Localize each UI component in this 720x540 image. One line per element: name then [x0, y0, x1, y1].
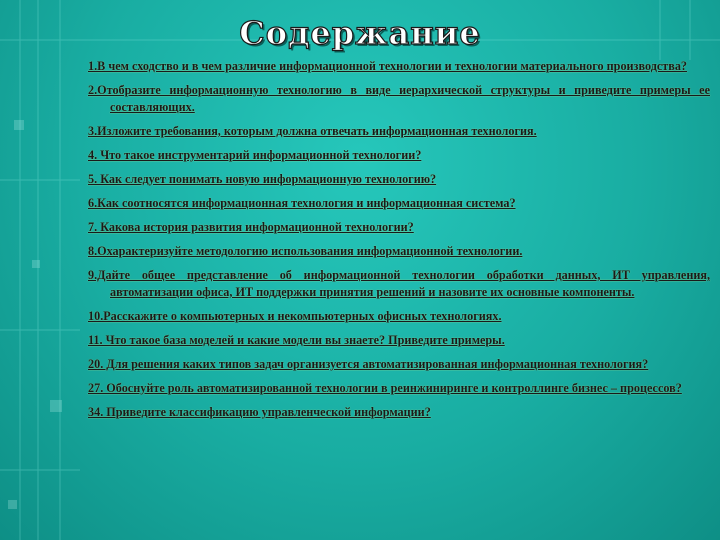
list-item[interactable]: 34. Приведите классификацию управленческой информации? [88, 405, 431, 419]
list-item[interactable]: 5. Как следует понимать новую информационную технологию? [88, 172, 437, 186]
list-item[interactable]: 11. Что такое база моделей и какие модели вы знаете? Приведите примеры. [88, 333, 505, 347]
list-item[interactable]: 6.Как соотносятся информационная технология и информационная система? [88, 196, 516, 210]
list-item[interactable]: 20. Для решения каких типов задач организуется автоматизированная информационная технология? [88, 357, 649, 371]
list-item[interactable]: 2.Отобразите информационную технологию в виде иерархической структуры и приведите примеры ее составляющих. [88, 83, 710, 114]
list-item[interactable]: 3.Изложите требования, которым должна отвечать информационная технология. [88, 124, 537, 138]
question-list [88, 58, 710, 428]
slide-title: Содержание [239, 14, 481, 52]
list-item[interactable]: 7. Какова история развития информационной технологии? [88, 220, 414, 234]
list-item[interactable]: 8.Охарактеризуйте методологию использования информационной технологии. [88, 244, 523, 258]
list-item[interactable]: 9.Дайте общее представление об информационной технологии обработки данных, ИТ управления, автоматизации офиса, ИТ поддержки принятия решений и назовите их основные компоненты. [88, 268, 710, 299]
list-item[interactable]: 27. Обоснуйте роль автоматизированной технологии в реинжиниринге и контроллинге бизнес – процессов? [88, 381, 682, 395]
list-item[interactable]: 4. Что такое инструментарий информационной технологии? [88, 148, 422, 162]
list-item[interactable]: 10.Расскажите о компьютерных и некомпьютерных офисных технологиях. [88, 309, 502, 323]
list-item[interactable]: 1.В чем сходство и в чем различие информационной технологии и технологии материального производства? [88, 59, 688, 73]
